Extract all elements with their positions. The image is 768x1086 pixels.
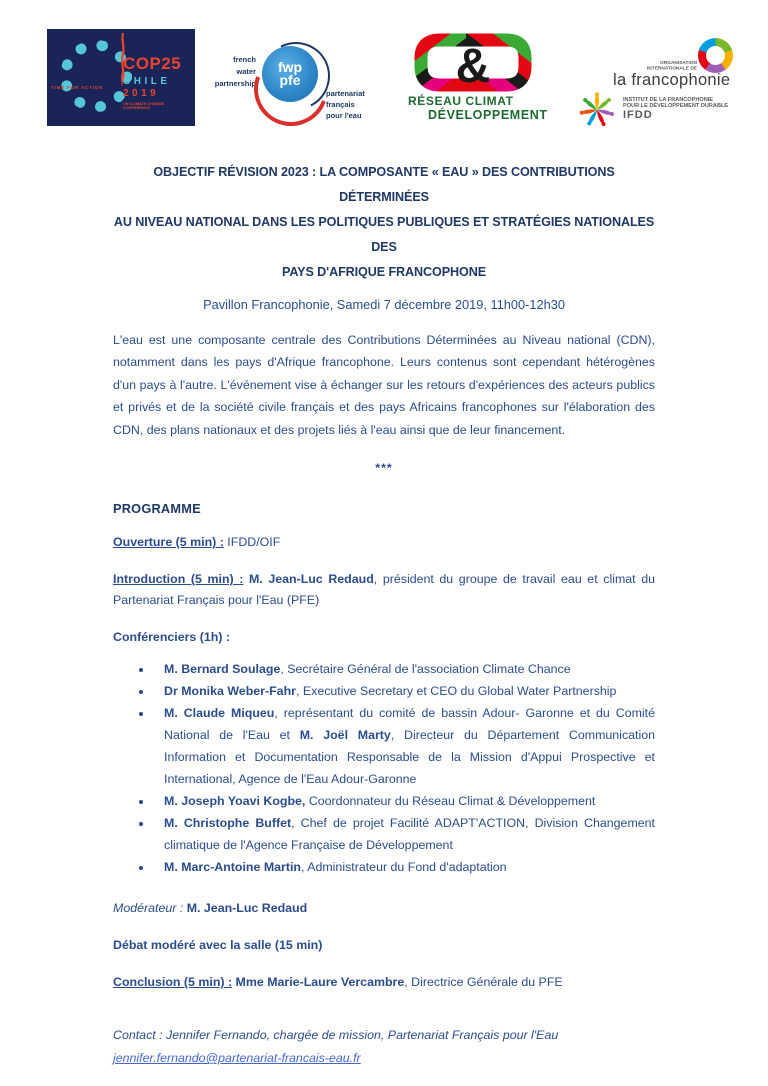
cop25-tagline: TIME FOR ACTION	[51, 85, 104, 90]
introduction-text: , président du groupe de travail eau et climat du Partenariat Français pour l'Eau (PFE)	[113, 572, 655, 608]
contact-block	[113, 1024, 655, 1070]
ifdd-acronym: IFDD	[623, 109, 653, 121]
page-title: OBJECTIF RÉVISION 2023 : LA COMPOSANTE « EAU » DES CONTRIBUTIONS DÉTERMINÉES AU NIVEAU NATIONAL DANS LES POLITIQUES PUBLIQUES ET STRATÉGIES NATIONALES DES PAYS D'AFRIQUE FRANCOPHONE	[113, 165, 655, 279]
speaker-item: • M. Marc-Antoine Martin, Administrateur du Fond d'adaptation	[153, 856, 655, 878]
oif-wordmark: la francophonie	[613, 71, 731, 89]
moderator-entry	[113, 898, 655, 919]
fwp-right-text: partenariat français pour l'eau	[326, 89, 365, 120]
rcd-name-line1: RÉSEAU CLIMAT	[408, 94, 514, 108]
event-date-location: Pavillon Francophonie, Samedi 7 décembre 2019, 11h00-12h30	[203, 297, 565, 312]
ouverture-text: IFDD/OIF	[223, 535, 281, 550]
conclusion-name: Mme Marie-Laure Vercambre	[232, 975, 405, 990]
section-separator: ***	[375, 461, 393, 476]
speaker-item: • M. Christophe Buffet, Chef de projet Facilité ADAPT'ACTION, Division Changement climatique de l'Agence Française de Développement	[153, 812, 655, 856]
cop25-logo	[47, 29, 195, 126]
reseau-climat-developpement-logo	[408, 30, 548, 130]
speaker-item: • M. Joseph Yoavi Kogbe, Coordonnateur du Réseau Climat & Développement	[153, 790, 655, 812]
cop25-title: COP25	[123, 54, 182, 73]
cop25-text-block	[123, 54, 193, 118]
intro-paragraph: L'eau est une composante centrale des Contributions Déterminées au Niveau national (CDN), notamment dans les pays d'Afrique francophone. Leurs contenus sont cependant hétérogènes d'un pays à l'autre. L'événement vise à échanger sur les retours d'expériences des acteurs publics et privés et de la société civile français et des pays Africains francophones sur l'élaboration des CDN, des plans nationaux et des projets liés à l'eau ainsi que de leur financement.	[113, 333, 655, 437]
conclusion-label: Conclusion (5 min) :	[113, 975, 233, 990]
francophonie-ifdd-logo	[577, 38, 757, 130]
introduction-label: Introduction (5 min) :	[113, 572, 244, 587]
oif-org-text: ORGANISATION INTERNATIONALE DE	[646, 60, 697, 71]
cd-glyph-icon	[412, 32, 534, 94]
moderator-name: M. Jean-Luc Redaud	[186, 901, 308, 916]
ouverture-label: Ouverture (5 min) :	[113, 535, 224, 550]
fwp-left-text: french water partnership	[214, 55, 256, 88]
cop25-year: 2019	[123, 88, 160, 99]
contact-line: Contact : Jennifer Fernando, chargée de mission, Partenariat Français pour l'Eau	[113, 1028, 559, 1043]
cop25-subline: UN CLIMATE CHANGE CONFERENCE	[123, 102, 165, 111]
conclusion-text: , Directrice Générale du PFE	[404, 975, 563, 990]
contact-email-link[interactable]: jennifer.fernando@partenariat-francais-eau.fr	[113, 1051, 361, 1066]
speaker-item: • M. Claude Miqueu, représentant du comité de bassin Adour- Garonne et du Comité National de l'Eau et M. Joël Marty, Directeur du Département Communication Information et Documentation Responsable de la Mission d'Appui Prospective et International, Agence de l'Eau Adour-Garonne	[153, 702, 655, 790]
cop25-country: CHILE	[123, 76, 171, 87]
conclusion-entry	[113, 972, 655, 993]
introduction-speaker: M. Jean-Luc Redaud	[243, 572, 374, 587]
introduction-entry	[113, 569, 655, 611]
moderator-label: Modérateur :	[113, 901, 187, 916]
oif-ring-icon	[698, 38, 733, 73]
speaker-item: • Dr Monika Weber-Fahr, Executive Secretary et CEO du Global Water Partnership	[153, 680, 655, 702]
fwp-globe-icon: fwp pfe	[262, 46, 318, 102]
rcd-name-line2: DÉVELOPPEMENT	[428, 108, 548, 122]
speaker-item: • M. Bernard Soulage, Secrétaire Général de l'association Climate Chance	[153, 658, 655, 680]
ifdd-institute-text: INSTITUT DE LA FRANCOPHONIE POUR LE DÉVELOPPEMENT DURABLE	[623, 96, 729, 109]
fwp-pfe-logo	[212, 42, 365, 124]
document-content	[113, 160, 655, 1070]
conferenciers-label: Conférenciers (1h) :	[113, 630, 231, 645]
ifdd-burst-icon	[577, 90, 617, 130]
debat-entry: Débat modéré avec la salle (15 min)	[113, 938, 323, 953]
ouverture-entry	[113, 532, 655, 553]
speakers-list	[113, 658, 655, 878]
programme-heading: PROGRAMME	[113, 501, 201, 517]
svg-text:&: &	[455, 40, 491, 93]
